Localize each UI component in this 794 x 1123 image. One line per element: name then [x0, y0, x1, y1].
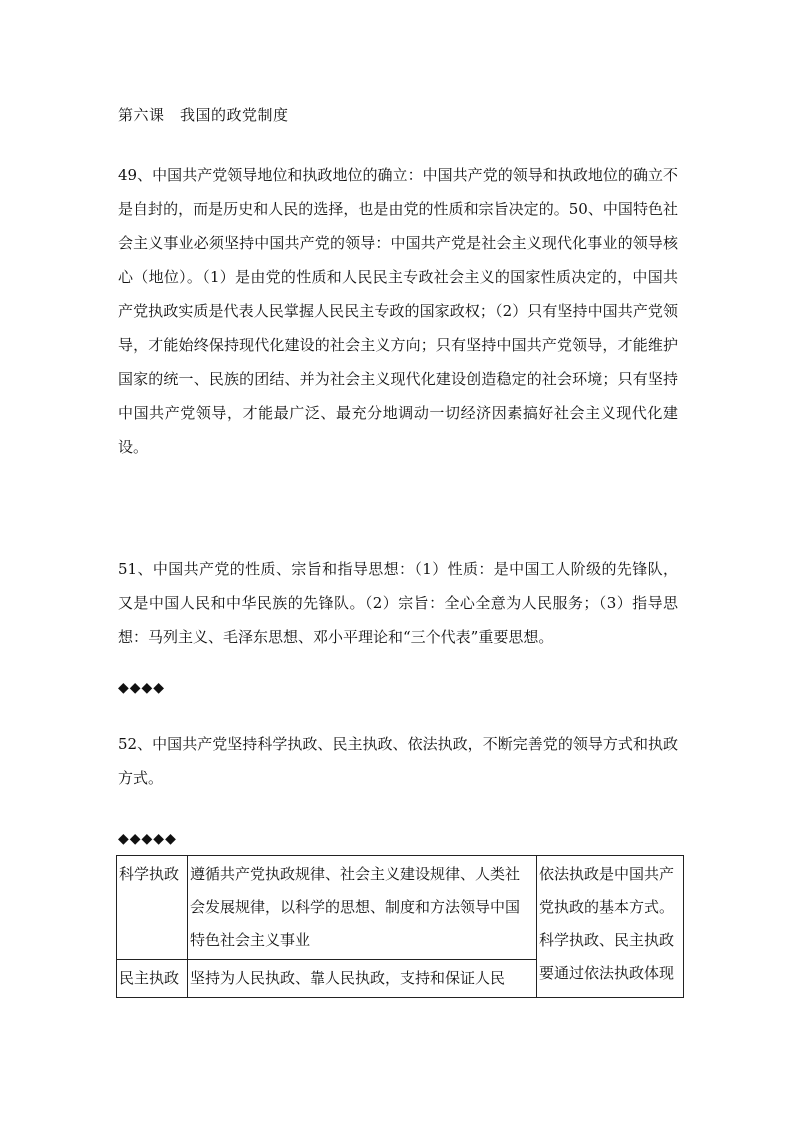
governance-table [116, 855, 684, 998]
paragraph-52: 52、中国共产党坚持科学执政、民主执政、依法执政，不断完善党的领导方式和执政方式。 [118, 735, 678, 787]
paragraph-49-50: 49、中国共产党领导地位和执政地位的确立：中国共产党的领导和执政地位的确立不是自封的，而是历史和人民的选择，也是由党的性质和宗旨决定的。50、中国特色社会主义事业必须坚持中国共产党的领导：中国共产党是社会主义现代化事业的领导核心（地位）。（1）是由党的性质和人民民主专政社会主义的国家性质决定的，中国共产党执政实质是代表人民掌握人民民主专政的国家政权；（2）只有坚持中国共产党领导，才能始终保持现代化建设的社会主义方向；只有坚持中国共产党领导，才能维护国家的统一、民族的团结、并为社会主义现代化建设创造稳定的社会环境；只有坚持中国共产党领导，才能最广泛、最充分地调动一切经济因素搞好社会主义现代化建设。 [118, 166, 678, 456]
diamond-separator-2: ◆◆◆◆◆ [118, 831, 177, 847]
paragraph-51: 51、中国共产党的性质、宗旨和指导思想：（1）性质：是中国工人阶级的先锋队，又是中国人民和中华民族的先锋队。（2）宗旨：全心全意为人民服务；（3）指导思想：马列主义、毛泽东思想、邓小平理论和“三个代表”重要思想。 [118, 560, 678, 646]
table-cell-summary: 依法执政是中国共产党执政的基本方式。科学执政、民主执政要通过依法执政体现 [537, 856, 684, 998]
diamond-separator-1: ◆◆◆◆ [118, 680, 166, 696]
table-row [117, 856, 684, 960]
table-cell-text: 遵循共产党执政规律、社会主义建设规律、人类社会发展规律，以科学的思想、制度和方法领导中国特色社会主义事业 [188, 856, 537, 960]
table-cell-text: 坚持为人民执政、靠人民执政，支持和保证人民 [188, 960, 537, 998]
table-cell-label: 民主执政 [117, 960, 188, 998]
table-cell-label: 科学执政 [117, 856, 188, 960]
lesson-title: 第六课 我国的政党制度 [118, 106, 289, 124]
